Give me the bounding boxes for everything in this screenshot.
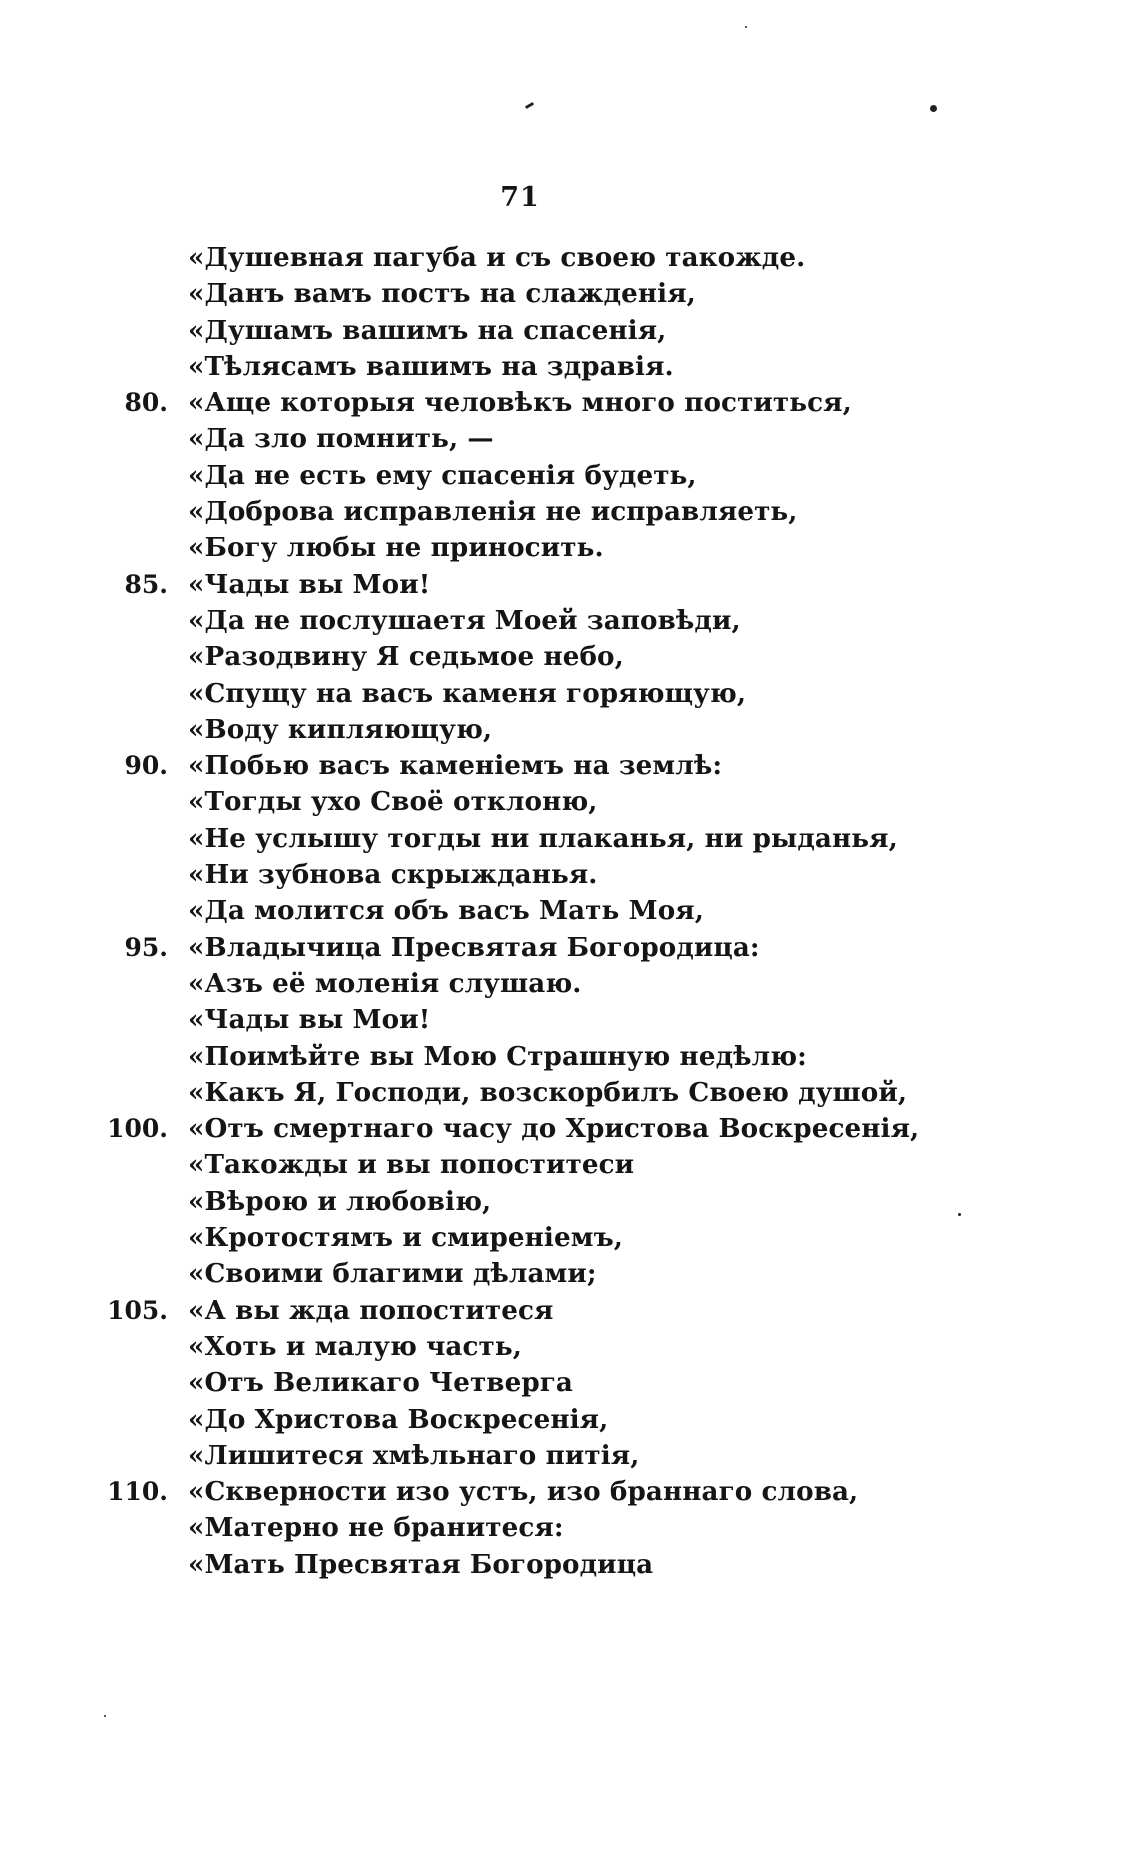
print-speck [104, 1715, 106, 1717]
line-text: «Разодвину Я седьмое небо, [188, 641, 624, 673]
line-text: «Тѣлясамъ вашимъ на здравія. [188, 350, 674, 382]
line-text: «Такожды и вы попоститеси [188, 1149, 635, 1181]
line-text: «Душамъ вашимъ на спасенія, [188, 314, 667, 346]
line-text: «Кротостямъ и смиреніемъ, [188, 1222, 623, 1254]
line-text: «Поимѣйте вы Мою Страшную недѣлю: [188, 1040, 807, 1072]
line-text: «Матерно не бранитеся: [188, 1512, 564, 1544]
verse-line [100, 784, 1060, 820]
verse-text [100, 240, 1060, 1583]
verse-line [100, 1075, 1060, 1111]
verse-line [100, 1147, 1060, 1183]
line-text: «Чады вы Мои! [188, 568, 431, 600]
verse-line [100, 1474, 1060, 1510]
line-text: «Ни зубнова скрыжданья. [188, 859, 598, 891]
verse-line [100, 1293, 1060, 1329]
line-text: «Отъ смертнаго часу до Христова Воскресенія, [188, 1113, 920, 1145]
verse-line [100, 494, 1060, 530]
verse-line [100, 313, 1060, 349]
verse-line [100, 276, 1060, 312]
line-text: «Своими благими дѣлами; [188, 1258, 597, 1290]
line-text: «Лишитеся хмѣльнаго питія, [188, 1439, 640, 1471]
line-text: «А вы жда попоститеся [188, 1294, 554, 1326]
line-text: «Данъ вамъ постъ на слажденія, [188, 278, 696, 310]
verse-line [100, 1547, 1060, 1583]
verse-line [100, 603, 1060, 639]
line-text: «Скверности изо устъ, изо браннаго слова, [188, 1476, 859, 1508]
line-text: «Побью васъ каменіемъ на землѣ: [188, 750, 723, 782]
line-text: «Чады вы Мои! [188, 1004, 431, 1036]
line-text: «Воду кипляющую, [188, 713, 493, 745]
verse-line [100, 930, 1060, 966]
line-text: «Да не есть ему спасенія будеть, [188, 459, 697, 491]
verse-line [100, 639, 1060, 675]
print-speck [525, 102, 534, 109]
verse-line [100, 1111, 1060, 1147]
verse-line [100, 1184, 1060, 1220]
line-text: «Да не послушаетя Моей заповѣди, [188, 604, 741, 636]
line-number: 100. [107, 1114, 168, 1144]
verse-line [100, 240, 1060, 276]
line-text: «Владычица Пресвятая Богородица: [188, 931, 760, 963]
line-text: «Хоть и малую часть, [188, 1330, 522, 1362]
line-text: «Отъ Великаго Четверга [188, 1367, 573, 1399]
line-text: «Да молится объ васъ Мать Моя, [188, 895, 704, 927]
line-text: «Аще которыя человѣкъ много поститься, [188, 387, 852, 419]
verse-line [100, 1220, 1060, 1256]
verse-line [100, 676, 1060, 712]
line-text: «Не услышу тогды ни плаканья, ни рыданья, [188, 822, 898, 854]
verse-line [100, 712, 1060, 748]
verse-line [100, 1256, 1060, 1292]
verse-line [100, 1329, 1060, 1365]
line-number: 105. [107, 1295, 168, 1325]
verse-line [100, 748, 1060, 784]
print-speck [745, 26, 747, 28]
verse-line [100, 1002, 1060, 1038]
line-text: «Богу любы не приносить. [188, 532, 604, 564]
page-number: 71 [500, 182, 540, 213]
line-text: «Азъ её моленія слушаю. [188, 967, 582, 999]
line-number: 95. [124, 932, 168, 962]
verse-line [100, 857, 1060, 893]
line-text: «Тогды ухо Своё отклоню, [188, 786, 598, 818]
line-number: 85. [124, 569, 168, 599]
verse-line [100, 966, 1060, 1002]
line-text: «Да зло помнить, — [188, 423, 494, 455]
line-text: «Доброва исправленія не исправляеть, [188, 496, 798, 528]
line-text: «Душевная пагуба и съ своею такожде. [188, 242, 806, 273]
verse-line [100, 1402, 1060, 1438]
verse-line [100, 893, 1060, 929]
line-text: «До Христова Воскресенія, [188, 1403, 609, 1435]
verse-line [100, 1438, 1060, 1474]
line-text: «Вѣрою и любовію, [188, 1185, 492, 1217]
verse-line [100, 458, 1060, 494]
line-number: 90. [124, 751, 168, 781]
verse-line [100, 421, 1060, 457]
line-text: «Спущу на васъ каменя горяющую, [188, 677, 747, 709]
verse-line [100, 530, 1060, 566]
line-text: «Какъ Я, Господи, возскорбилъ Своею душой, [188, 1076, 908, 1108]
print-speck [930, 105, 937, 112]
verse-line [100, 1039, 1060, 1075]
verse-line [100, 1365, 1060, 1401]
verse-line [100, 567, 1060, 603]
verse-line [100, 349, 1060, 385]
line-text: «Мать Пресвятая Богородица [188, 1548, 654, 1580]
verse-line [100, 821, 1060, 857]
verse-line [100, 385, 1060, 421]
line-number: 110. [107, 1477, 168, 1507]
verse-line [100, 1510, 1060, 1546]
line-number: 80. [124, 388, 168, 418]
